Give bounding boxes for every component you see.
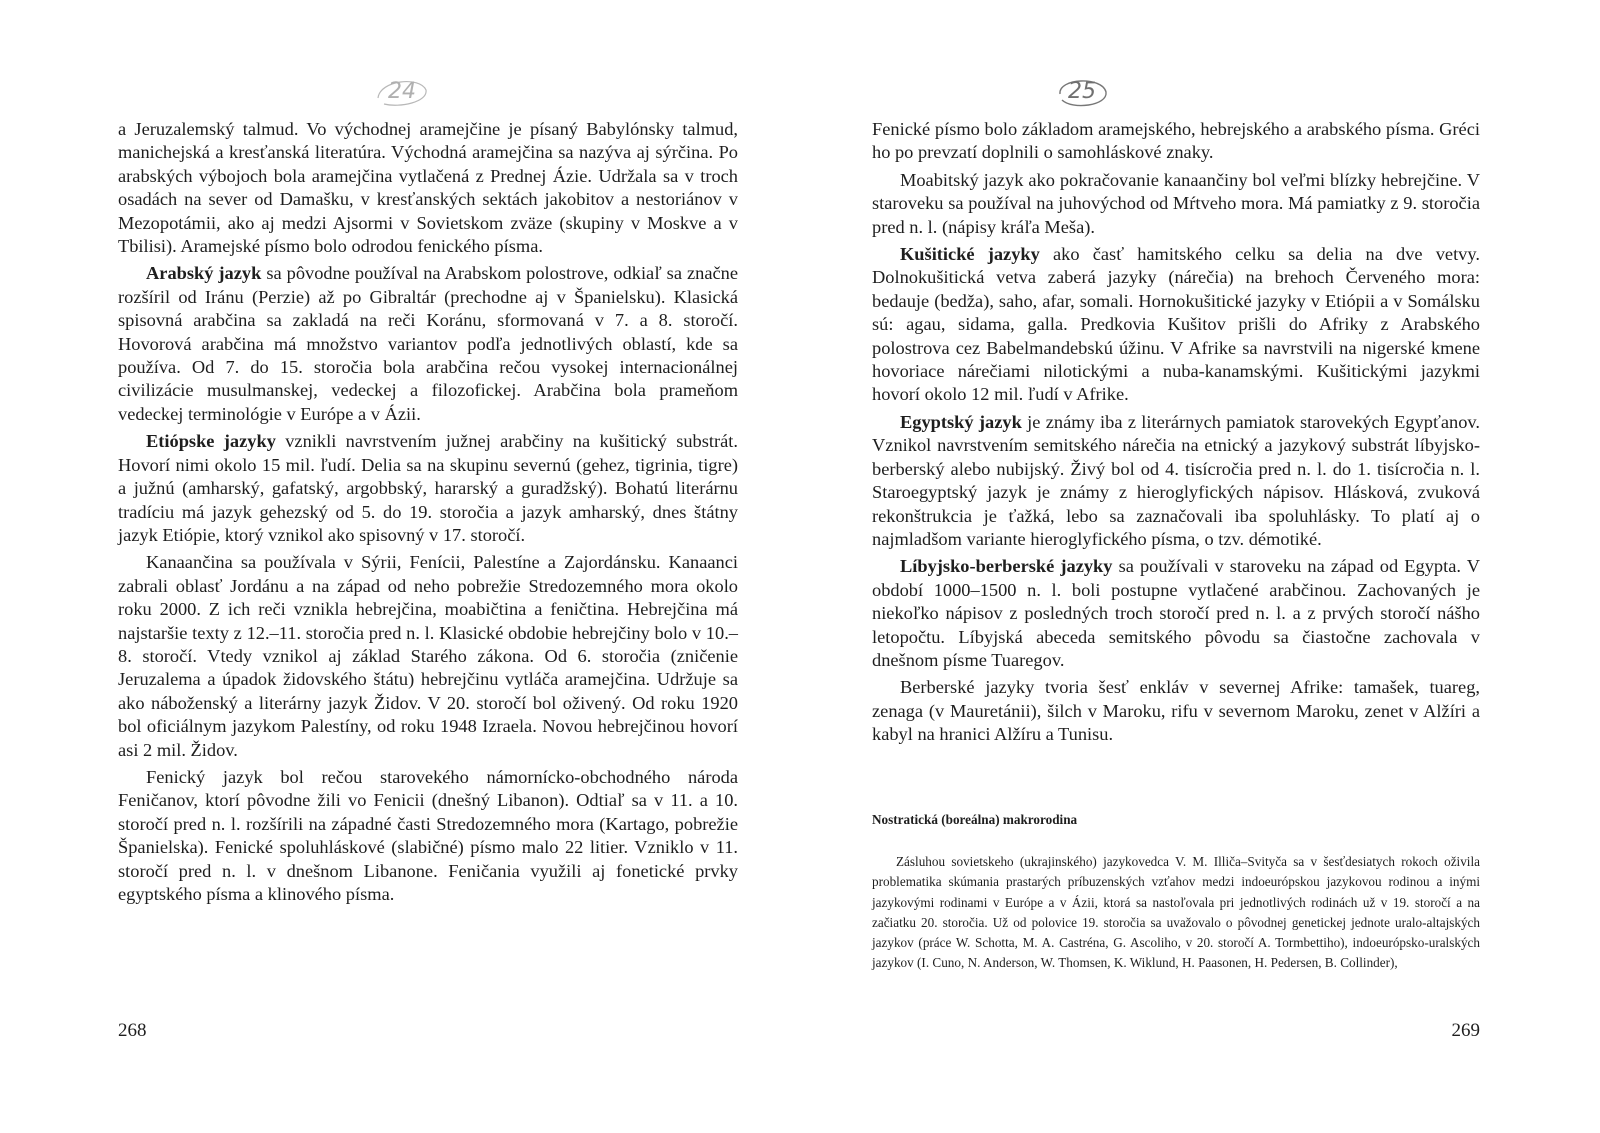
paragraph: Berberské jazyky tvoria šesť enkláv v severnej Afrike: tamašek, tuareg, zenaga (v Mauretánii), šilch v Maroku, rifu v severnom Maroku, zenet v Alžíri a kabyl na hranici Alžíru a Tunisu. <box>872 677 1480 745</box>
handwritten-number: 24 <box>388 79 416 104</box>
right-body-text <box>872 118 1480 751</box>
page-number: 268 <box>118 1020 147 1041</box>
left-body-text <box>118 118 738 910</box>
paragraph: Líbyjsko-berberské jazyky sa používali v staroveku na západ od Egypta. V období 1000–1500 n. l. boli postupne vytlačené arabčinou. Zachovaných je niekoľko nápisov z posledných troch storočí pred n. l. a z prvých storočí nášho letopočtu. Líbyjská abeceda semitského pôvodu sa čiastočne zachovala v dnešnom písme Tuaregov. <box>872 556 1481 670</box>
section-heading: Nostratická (boreálna) makrorodina <box>872 812 1078 827</box>
page-number: 269 <box>1451 1020 1480 1041</box>
paragraph: a Jeruzalemský talmud. Vo východnej aramejčine je písaný Babylónsky talmud, manichejská a kresťanská literatúra. Východná aramejčina sa nazýva aj sýrčina. Po arabských výbojoch bola aramejčina vytlačená z Prednej Ázie. Udržala sa v troch osadách na sever od Damašku, v kresťanských sektách jakobitov a nestoriánov v Mezopotámii, ako aj medzi Ajsormi v Sovietskom zväze (skupiny v Moskve a v Tbilisi). Aramejské písmo bolo odrodou fenického písma. <box>118 119 738 257</box>
handwritten-page-mark <box>370 72 434 112</box>
paragraph: Egyptský jazyk je známy iba z literárnych pamiatok starovekých Egypťanov. Vznikol navrstvením semitského nárečia na etnický a jazykový substrát líbyjsko-berberský alebo nubijský. Živý bol od 4. tisícročia pred n. l. do 1. tisícročia n. l. Staroegyptský jazyk je známy z hieroglyfických nápisov. Hlásková, zvuková rekonštrukcia je ťažká, lebo sa zaznačovali iba spoluhlásky. To platí aj o najmladšom variante hieroglyfického písma, o tzv. démotiké. <box>872 411 1480 549</box>
term-heading: Kušitické jazyky <box>900 244 1040 265</box>
paragraph: Etiópske jazyky vznikli navrstvením južnej arabčiny na kušitický substrát. Hovorí nimi okolo 15 mil. ľudí. Delia sa na skupinu severnú (gehez, tigrinia, tigre) a južnú (amharský, gafatský, argobbský, hararský a guradžský). Bohatú literárnu tradíciu má jazyk gehezský od 5. do 19. storočia a jazyk amharský, dnes štátny jazyk Etiópie, ktorý vznikol ako spisovný v 17. storočí. <box>118 431 739 545</box>
paragraph: Kanaančina sa používala v Sýrii, Fenícii, Palestíne a Zajordánsku. Kanaanci zabrali oblasť Jordánu a na západ od neho pobrežie Stredozemného mora okolo roku 2000. Z ich reči vznikla hebrejčina, moabičtina a feničtina. Hebrejčina má najstaršie texty z 12.–11. storočia pred n. l. Klasické obdobie hebrejčiny bolo v 10.–8. storočí. Vtedy vznikol aj základ Starého zákona. Od 6. storočia (zničenie Jeruzalema a úpadok židovského štátu) hebrejčinu vytláča aramejčina. Udržuje sa ako náboženský a literárny jazyk Židov. V 20. storočí bol oživený. Od roku 1920 bol oficiálnym jazykom Palestíny, od roku 1948 Izraela. Novou hebrejčinou hovorí asi 2 mil. Židov. <box>118 552 738 760</box>
small-print-paragraph: Zásluhou sovietskeho (ukrajinského) jazykovedca V. M. Illiča–Svityča sa v šesťdesiatych rokoch oživila problematika skúmania prastarých príbuzenských vzťahov medzi indoeurópskou jazykovou rodinou a inými jazykovými rodinami v Európe a v Ázii, ktorá sa nastoľovala pri jednotlivých rodinách už v 19. storočí a na začiatku 20. storočia. Už od polovice 19. storočia sa uvažovalo o pôvodnej genetickej jednote uralo-altajských jazykov (práce W. Schotta, M. A. Castréna, G. Ascoliho, v 20. storočí A. Tormbettiho), indoeurópsko-uralských jazykov (I. Cuno, N. Anderson, W. Thomsen, K. Wiklund, H. Paasonen, H. Pedersen, B. Collinder), <box>872 854 1480 971</box>
paragraph: Kušitické jazyky ako časť hamitského celku sa delia na dve vetvy. Dolnokušitická vetva zaberá jazyky (nárečia) na brehoch Červeného mora: bedauje (bedža), saho, afar, somali. Hornokušitické jazyky v Etiópii a v Somálsku sú: agau, sidama, galla. Predkovia Kušitov prišli do Afriky z Arabského polostrova cez Babelmandebskú úžinu. V Afrike sa navrstvili na nigerské kmene hovoriace nárečiami nilotickými a nuba-kanamskými. Kušitickými jazykmi hovorí okolo 12 mil. ľudí v Afrike. <box>872 244 1480 405</box>
handwritten-number: 25 <box>1068 79 1096 104</box>
term-heading: Líbyjsko-berberské jazyky <box>900 556 1113 577</box>
term-heading: Egyptský jazyk <box>900 411 1022 432</box>
handwritten-page-mark <box>1050 72 1114 112</box>
term-heading: Etiópske jazyky <box>146 431 276 452</box>
term-heading: Arabský jazyk <box>146 263 262 284</box>
paragraph: Arabský jazyk sa pôvodne používal na Arabskom polostrove, odkiaľ sa značne rozšíril od Iránu (Perzie) až po Gibraltár (prechodne aj v Španielsku). Klasická spisovná arabčina sa zakladá na reči Koránu, sformovaná v 7. a 8. storočí. Hovorová arabčina má množstvo variantov podľa jednotlivých oblastí, kde sa používa. Od 7. do 15. storočia bola arabčina rečou vysokej internacionálnej civilizácie musulmanskej, vedeckej a filozofickej. Arabčina bola prameňom vedeckej terminológie v Európe a v Ázii. <box>118 263 739 424</box>
paragraph: Fenické písmo bolo základom aramejského, hebrejského a arabského písma. Gréci ho po prevzatí doplnili o samohláskové znaky. <box>872 119 1480 163</box>
paragraph: Fenický jazyk bol rečou starovekého námornícko-obchodného národa Feničanov, ktorí pôvodne žili vo Fenicii (dnešný Libanon). Odtiaľ sa v 11. a 10. storočí pred n. l. rozšírili na západné časti Stredozemného mora (Kartago, pobrežie Španielska). Fenické spoluhláskové (slabičné) písmo malo 22 litier. Vzniklo v 11. storočí pred n. l. v dnešnom Libanone. Feničania využili aj fonetické prvky egyptského písma a klinového písma. <box>118 766 738 904</box>
paragraph: Moabitský jazyk ako pokračovanie kanaančiny bol veľmi blízky hebrejčine. V staroveku sa používal na juhovýchod od Mŕtveho mora. Má pamiatky z 9. storočia pred n. l. (nápisy kráľa Meša). <box>872 169 1480 237</box>
